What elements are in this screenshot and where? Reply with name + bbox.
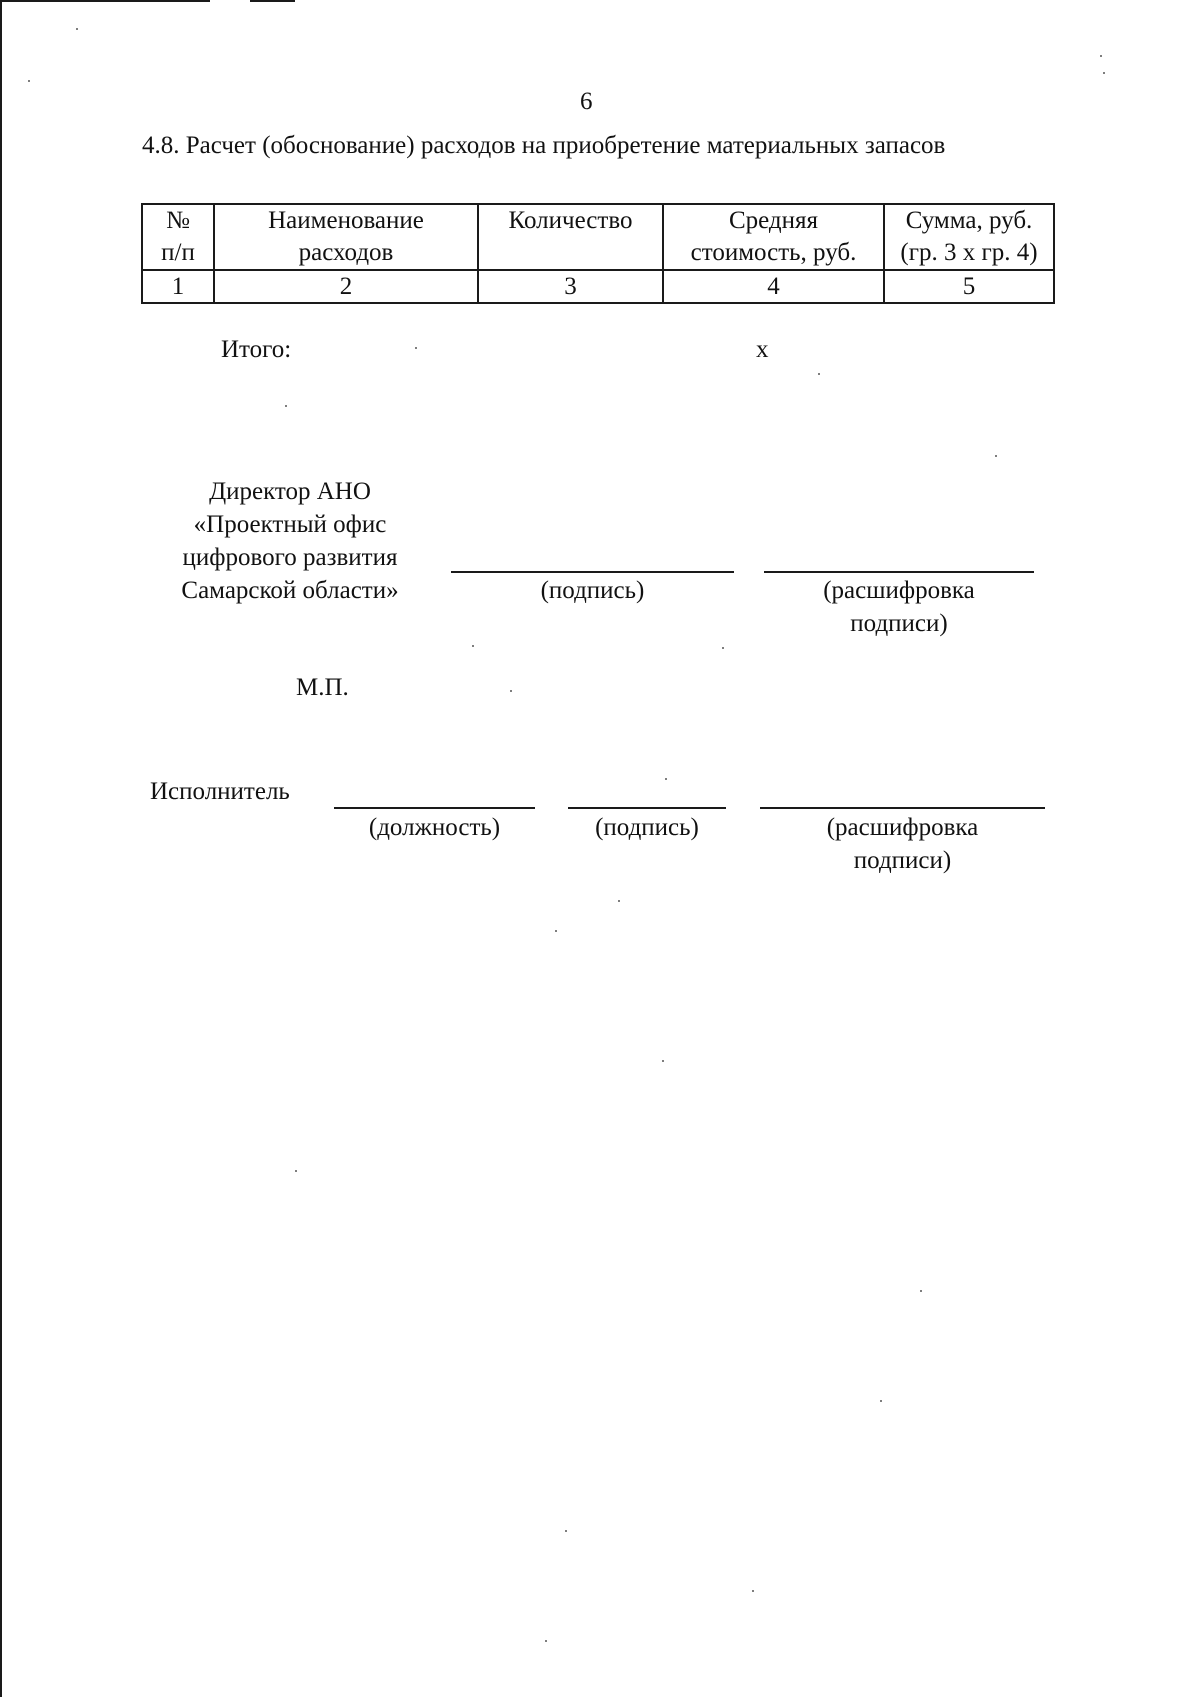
caption-line: (расшифровка [826, 814, 979, 841]
header-cell-name [214, 204, 478, 270]
director-decoding-caption [764, 574, 1034, 640]
header-cell-number [142, 204, 214, 270]
scan-speck [665, 778, 667, 780]
scan-speck [880, 1400, 882, 1402]
expenses-table [141, 203, 1055, 304]
column-number-row [142, 270, 1054, 303]
executor-decoding-line [760, 807, 1045, 809]
scan-speck [752, 1590, 754, 1592]
caption-line: подписи) [850, 610, 948, 637]
stamp-label: М.П. [296, 674, 349, 701]
total-mark: х [756, 336, 769, 363]
header-line: Средняя [728, 207, 819, 234]
scan-speck [472, 645, 474, 647]
director-title-line: цифрового развития [182, 544, 398, 571]
scan-speck [818, 373, 820, 375]
director-decoding-line [764, 571, 1034, 573]
header-line: Сумма, руб. [905, 207, 1033, 234]
scan-speck [510, 690, 512, 692]
scan-border-left [0, 0, 2, 1697]
director-signature-line [451, 571, 734, 573]
scan-speck [1100, 55, 1102, 57]
scan-speck [920, 1290, 922, 1292]
scan-speck [618, 900, 620, 902]
executor-position-line [334, 807, 535, 809]
header-line: п/п [161, 239, 195, 266]
director-title-line: Директор АНО [209, 478, 371, 505]
column-number-cell: 5 [884, 270, 1054, 303]
scan-speck [1103, 72, 1105, 74]
section-title: 4.8. Расчет (обоснование) расходов на приобретение материальных запасов [142, 132, 946, 159]
director-title-line: «Проектный офис [193, 511, 387, 538]
executor-signature-caption: (подпись) [595, 814, 699, 841]
header-cell-quantity [478, 204, 663, 270]
header-line: расходов [298, 239, 394, 266]
caption-line: (расшифровка [823, 577, 975, 604]
director-title-line: Самарской области» [181, 577, 399, 604]
scan-speck [662, 1060, 664, 1062]
scan-border-top-fragment [250, 0, 295, 2]
executor-label: Исполнитель [150, 778, 290, 805]
director-signature-caption: (подпись) [540, 577, 645, 604]
header-line: (гр. 3 х гр. 4) [900, 239, 1038, 266]
executor-signature-line [568, 807, 726, 809]
scan-speck [76, 28, 78, 30]
table-header-row [142, 204, 1054, 270]
caption-line: подписи) [853, 847, 952, 874]
page-number: 6 [580, 88, 593, 115]
scan-border-top [0, 0, 210, 2]
header-cell-average-cost [663, 204, 884, 270]
scan-speck [415, 347, 417, 349]
executor-decoding-caption [760, 811, 1045, 877]
column-number-cell: 1 [142, 270, 214, 303]
scan-speck [722, 647, 724, 649]
column-number-cell: 3 [478, 270, 663, 303]
scan-speck [285, 405, 287, 407]
director-title [155, 475, 425, 607]
column-number-cell: 4 [663, 270, 884, 303]
total-label: Итого: [221, 336, 292, 363]
header-line: Количество [508, 207, 633, 234]
scan-speck [295, 1170, 297, 1172]
header-line: Наименование [268, 207, 424, 234]
scan-speck [28, 80, 30, 82]
header-line: стоимость, руб. [690, 239, 857, 266]
scan-speck [545, 1640, 547, 1642]
scan-speck [565, 1530, 567, 1532]
header-cell-sum [884, 204, 1054, 270]
executor-position-caption: (должность) [368, 814, 501, 841]
scan-speck [555, 930, 557, 932]
column-number-cell: 2 [214, 270, 478, 303]
scan-speck [995, 455, 997, 457]
header-line: № [166, 207, 190, 234]
